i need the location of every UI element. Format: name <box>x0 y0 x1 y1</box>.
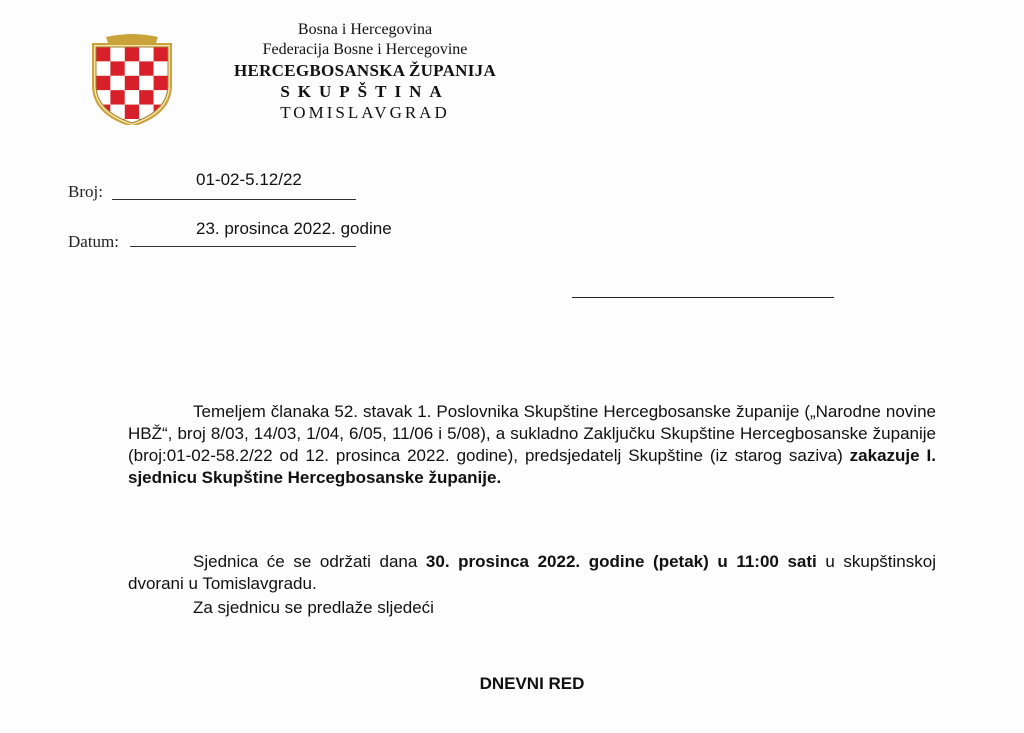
header-city: TOMISLAVGRAD <box>280 103 450 122</box>
paragraph-1 <box>128 401 936 489</box>
datum-label: Datum: <box>68 232 119 251</box>
datum-value: 23. prosinca 2022. godine <box>196 219 392 238</box>
paragraph-2-bold: 30. prosinca 2022. godine (petak) u 11:00 sati <box>425 552 817 571</box>
coat-of-arms-icon <box>86 33 178 125</box>
document-header <box>200 20 530 123</box>
broj-underline <box>112 199 356 200</box>
header-federation: Federacija Bosne i Hercegovine <box>262 41 468 58</box>
separator-line <box>572 297 834 298</box>
paragraph-2-text: Sjednica će se održati dana <box>193 552 426 571</box>
header-assembly: SKUPŠTINA <box>280 82 450 101</box>
header-country: Bosna i Hercegovina <box>297 21 433 38</box>
header-county: HERCEGBOSANSKA ŽUPANIJA <box>233 61 497 80</box>
agenda-heading: DNEVNI RED <box>479 674 585 693</box>
broj-value: 01-02-5.12/22 <box>196 170 302 189</box>
paragraph-1-bold: zakazuje I. sjednicu Skupštine Hercegbosanske županije. <box>128 446 936 487</box>
paragraph-2 <box>128 551 936 595</box>
paragraph-3: Za sjednicu se predlaže sljedeći <box>193 598 434 617</box>
broj-label: Broj: <box>68 182 103 201</box>
paragraph-2-text-end: u skupštinskoj dvorani u Tomislavgradu. <box>128 552 936 593</box>
datum-underline <box>130 246 356 247</box>
paragraph-1-text: Temeljem članaka 52. stavak 1. Poslovnika Skupštine Hercegbosanske županije („Narodne novine HBŽ“, broj 8/03, 14/03, 1/04, 6/05, 11/06 i 5/08), a sukladno Zaključku Skupštine Hercegbosanske županije (broj:01-02-58.2/22 od 12. prosinca 2022. godine), predsjedatelj Skupštine (iz starog saziva) <box>128 402 936 465</box>
